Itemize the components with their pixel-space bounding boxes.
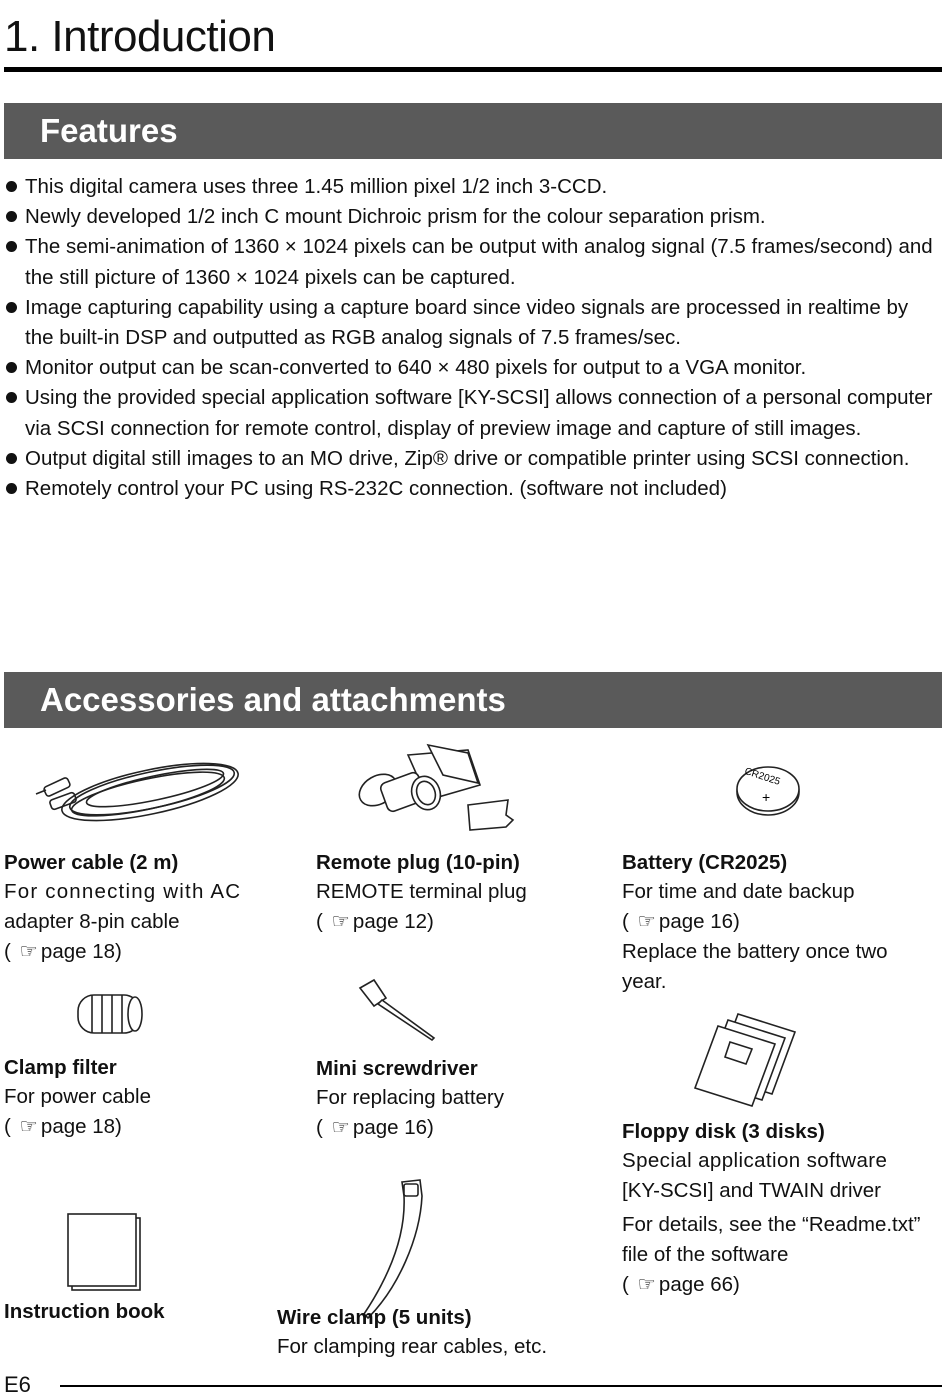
remote-plug-title: Remote plug (10-pin) — [316, 851, 520, 874]
accessories-heading: Accessories and attachments — [4, 672, 942, 728]
power-cable-icon — [30, 752, 220, 827]
battery-label: CR2025 — [743, 766, 782, 788]
bullet-icon — [6, 302, 17, 313]
wire-clamp-icon — [358, 1178, 438, 1323]
floppy-desc-2: [KY-SCSI] and TWAIN driver — [622, 1179, 881, 1202]
list-item: Monitor output can be scan-converted to 640 × 480 pixels for output to a VGA monitor. — [4, 353, 942, 383]
battery-block — [622, 849, 942, 997]
floppy-disk-icon — [690, 1012, 805, 1107]
pointing-hand-icon: ☞ — [19, 1115, 38, 1138]
floppy-desc-3: For details, see the “Readme.txt” — [622, 1213, 921, 1236]
clamp-filter-ref: ( ☞ page 18) — [4, 1112, 284, 1142]
instruction-book-icon — [66, 1212, 146, 1292]
clamp-filter-block — [4, 1054, 284, 1142]
screwdriver-desc: For replacing battery — [316, 1086, 505, 1109]
bullet-icon — [6, 453, 17, 464]
screwdriver-ref: ( ☞ page 16) — [316, 1113, 606, 1143]
bullet-icon — [6, 181, 17, 192]
pointing-hand-icon: ☞ — [19, 940, 38, 963]
pointing-hand-icon: ☞ — [637, 910, 656, 933]
battery-desc-2: Replace the battery once two — [622, 940, 888, 963]
bullet-icon — [6, 392, 17, 403]
remote-plug-desc: REMOTE terminal plug — [316, 880, 527, 903]
power-cable-title: Power cable (2 m) — [4, 851, 179, 874]
remote-plug-icon — [348, 745, 518, 830]
instruction-book-title: Instruction book — [4, 1300, 165, 1323]
list-item: Remotely control your PC using RS-232C connection. (software not included) — [4, 474, 942, 504]
power-cable-desc-2: adapter 8-pin cable — [4, 910, 180, 933]
list-item: Output digital still images to an MO drive, Zip® drive or compatible printer using SCSI connection. — [4, 444, 942, 474]
remote-plug-ref: ( ☞ page 12) — [316, 907, 606, 937]
list-item: Image capturing capability using a capture board since video signals are processed in realtime by the built-in DSP and outputted as RGB analog signals of 7.5 frames/sec. — [4, 293, 942, 353]
bullet-icon — [6, 211, 17, 222]
floppy-title: Floppy disk (3 disks) — [622, 1120, 825, 1143]
wire-clamp-title: Wire clamp (5 units) — [277, 1306, 472, 1329]
footer-rule — [60, 1385, 942, 1387]
list-item: Using the provided special application software [KY-SCSI] allows connection of a personal computer via SCSI connection for remote control, display of preview image and capture of still images. — [4, 383, 942, 443]
list-item: Newly developed 1/2 inch C mount Dichroic prism for the colour separation prism. — [4, 202, 942, 232]
screwdriver-block — [316, 1055, 606, 1143]
wire-clamp-block — [277, 1304, 607, 1362]
bullet-icon — [6, 362, 17, 373]
clamp-filter-icon — [72, 985, 152, 1040]
pointing-hand-icon: ☞ — [637, 1273, 656, 1296]
chapter-rule — [4, 67, 942, 72]
list-item: The semi-animation of 1360 × 1024 pixels can be output with analog signal (7.5 frames/second) and the still picture of 1360 × 1024 pixels can be captured. — [4, 232, 942, 292]
wire-clamp-desc: For clamping rear cables, etc. — [277, 1335, 548, 1358]
bullet-icon — [6, 241, 17, 252]
floppy-ref: ( ☞ page 66) — [622, 1270, 947, 1300]
floppy-block — [622, 1118, 947, 1300]
pointing-hand-icon: ☞ — [331, 910, 350, 933]
power-cable-block — [4, 849, 284, 967]
battery-desc-1: For time and date backup — [622, 880, 855, 903]
clamp-filter-title: Clamp filter — [4, 1056, 117, 1079]
pointing-hand-icon: ☞ — [331, 1116, 350, 1139]
screwdriver-icon — [356, 978, 441, 1043]
floppy-desc-4: file of the software — [622, 1243, 789, 1266]
clamp-filter-desc: For power cable — [4, 1085, 151, 1108]
remote-plug-block — [316, 849, 606, 937]
features-heading: Features — [4, 103, 942, 159]
bullet-icon — [6, 483, 17, 494]
power-cable-ref: ( ☞ page 18) — [4, 937, 284, 967]
battery-icon — [734, 762, 804, 817]
page-number: E6 — [4, 1372, 31, 1397]
list-item: This digital camera uses three 1.45 million pixel 1/2 inch 3-CCD. — [4, 172, 942, 202]
svg-text:+: + — [762, 789, 771, 805]
floppy-desc-1: Special application software — [622, 1149, 888, 1172]
chapter-title: 1. Introduction — [4, 12, 276, 61]
battery-ref: ( ☞ page 16) — [622, 907, 942, 937]
battery-desc-3: year. — [622, 970, 667, 993]
power-cable-desc-1: For connecting with AC — [4, 880, 242, 903]
screwdriver-title: Mini screwdriver — [316, 1057, 478, 1080]
features-list — [4, 172, 942, 504]
battery-title: Battery (CR2025) — [622, 851, 788, 874]
